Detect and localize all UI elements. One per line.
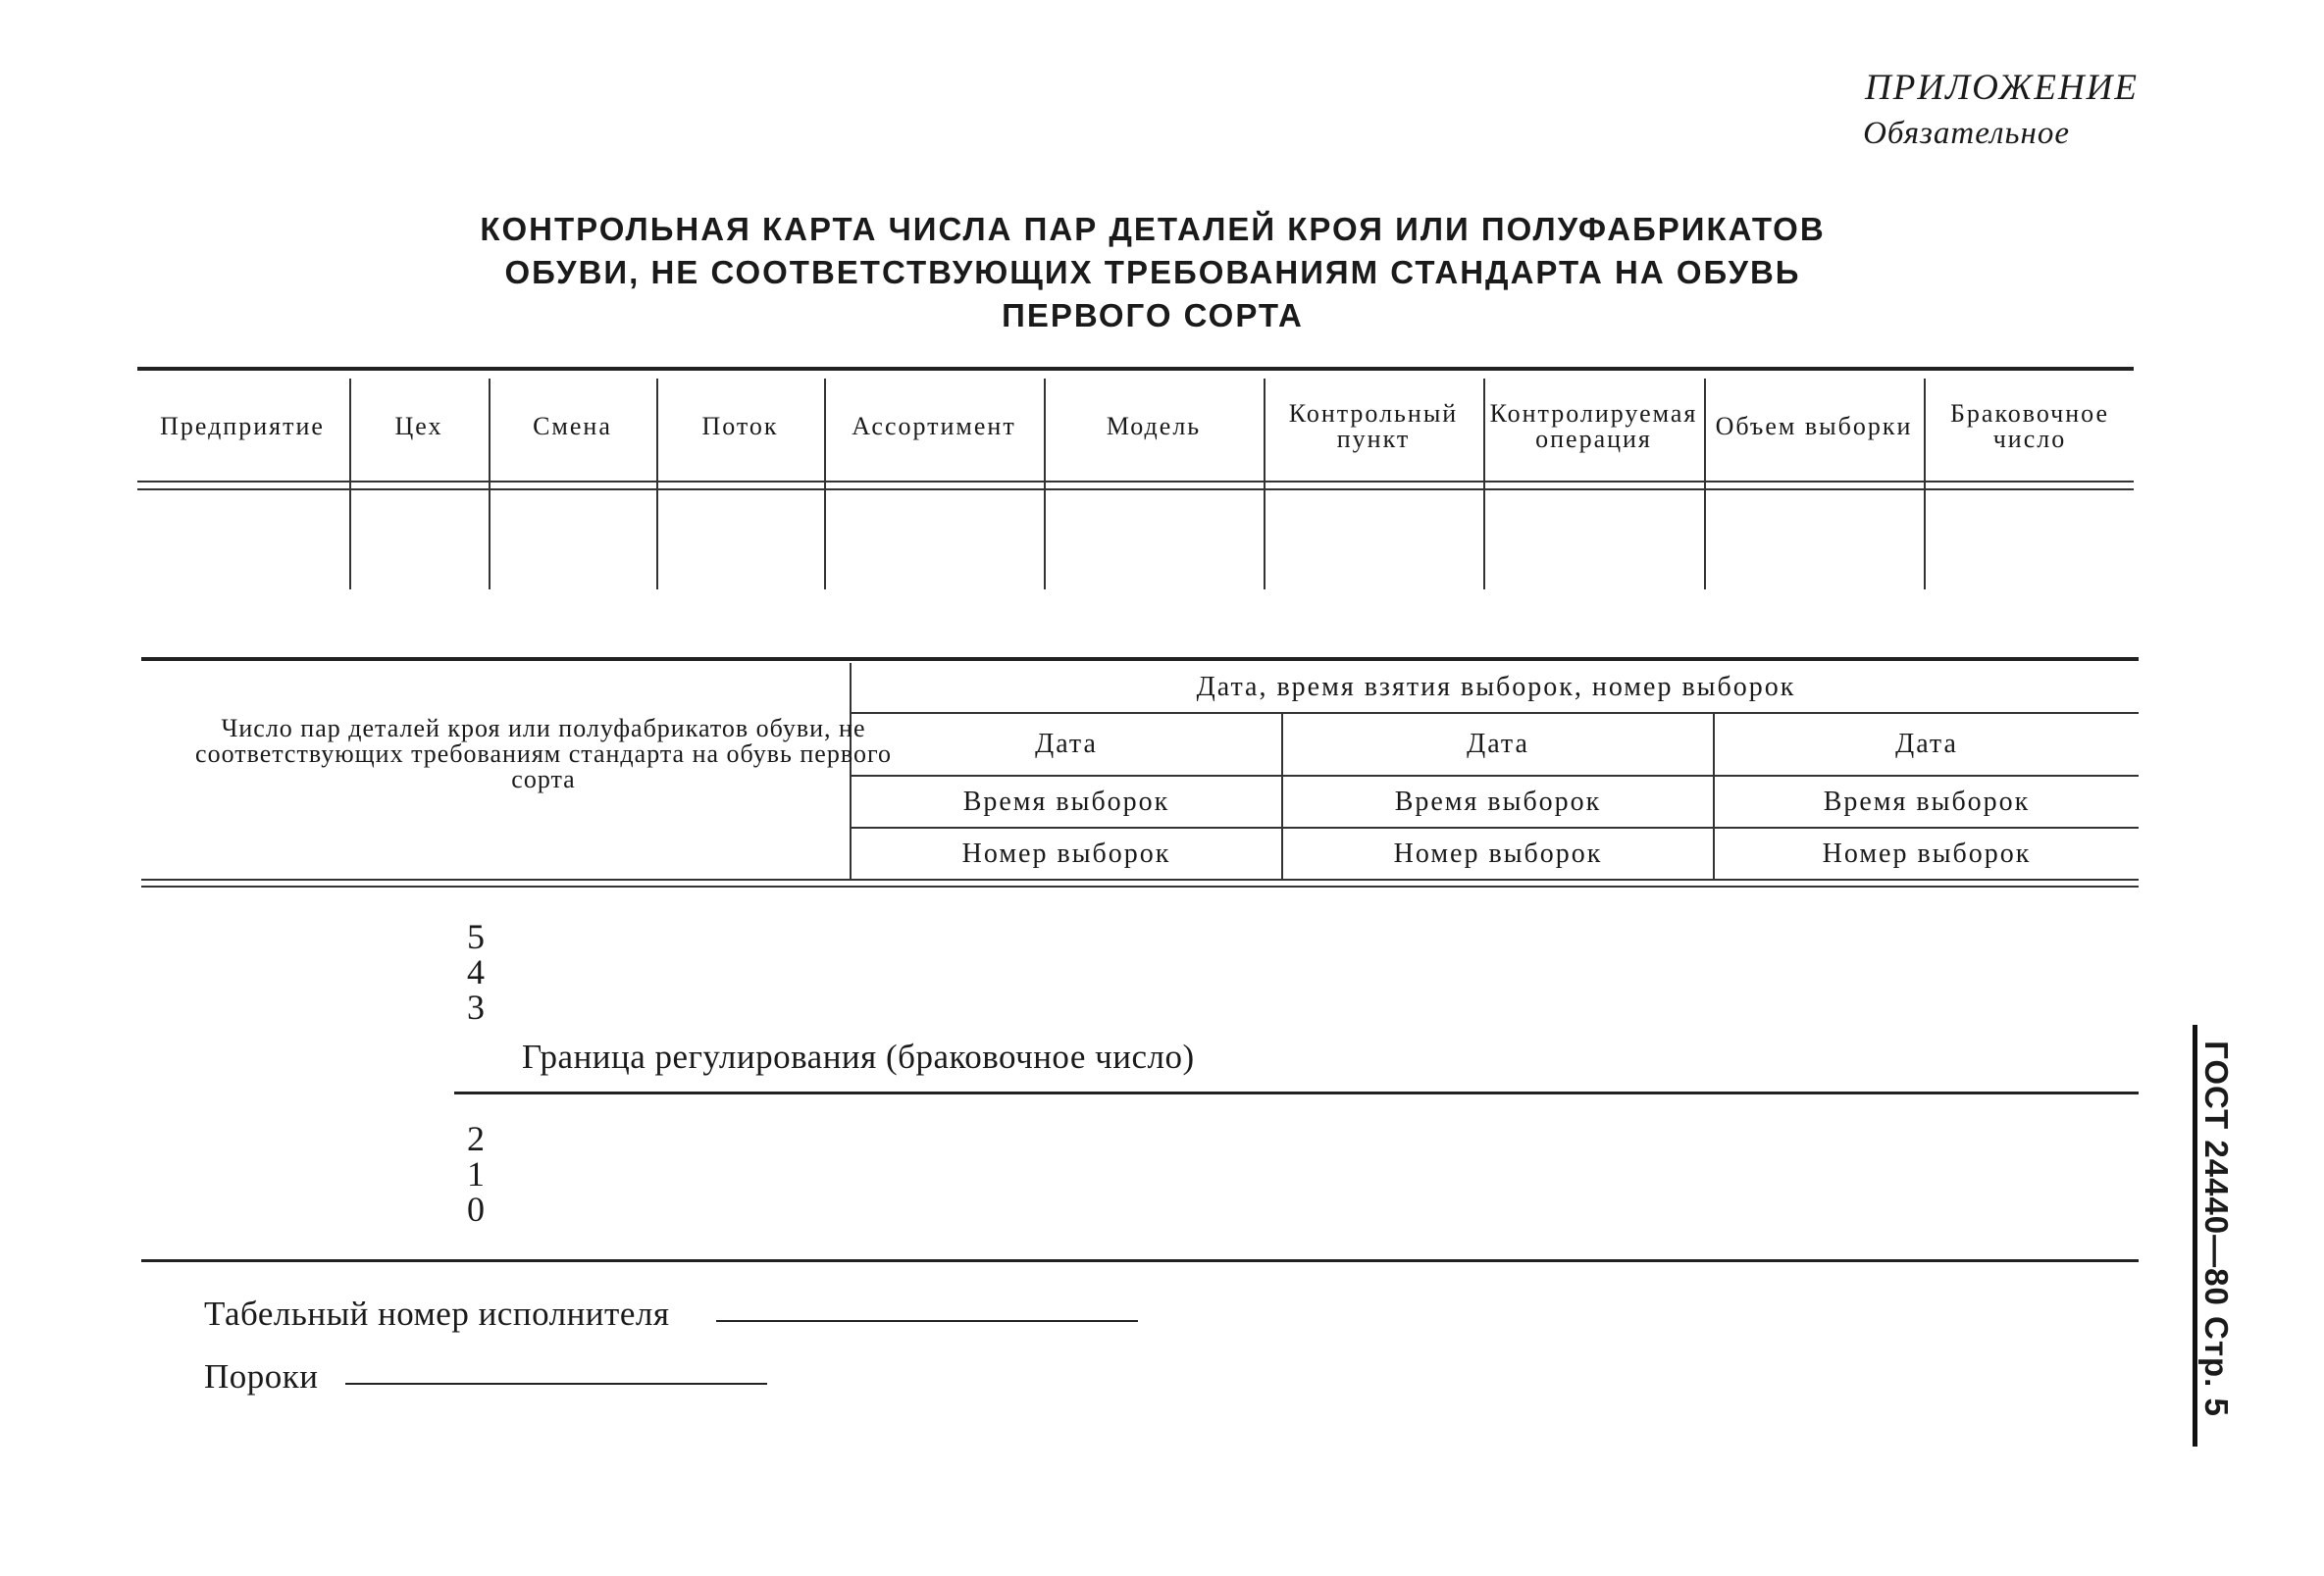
number-label: Номер выборок [961, 838, 1171, 869]
scale-value: 0 [467, 1190, 485, 1229]
table-rule [141, 879, 2139, 881]
column-header-controlled-operation: Контролируемая операция [1489, 399, 1698, 453]
employee-number-label: Табельный номер исполнителя [204, 1295, 670, 1333]
group-header: Дата, время взятия выборок, номер выборок [1196, 672, 1796, 702]
column-header-rejection-number: Браковочное число [1949, 399, 2110, 453]
column-header-sample-size: Объем выборки [1715, 412, 1913, 440]
column-header-workshop: Цех [394, 412, 443, 440]
table-rule [137, 367, 2134, 371]
table-rule [137, 481, 2134, 483]
date-label: Дата [1467, 729, 1529, 759]
defects-field[interactable] [345, 1383, 767, 1385]
sample-table [141, 657, 2139, 892]
column-header-assortment: Ассортимент [852, 412, 1016, 440]
time-label: Время выборок [1394, 786, 1602, 817]
scale-value: 5 [467, 917, 485, 956]
header-table [137, 367, 2134, 594]
control-limit-line [454, 1092, 2139, 1094]
scale-value: 3 [467, 988, 485, 1027]
date-label: Дата [1895, 729, 1958, 759]
date-label: Дата [1035, 729, 1098, 759]
appendix-status: Обязательное [1863, 116, 2070, 151]
number-label: Номер выборок [1822, 838, 2032, 869]
number-label: Номер выборок [1393, 838, 1603, 869]
scale-value: 4 [467, 952, 485, 991]
side-label [2193, 1025, 2235, 1447]
standard-page-label: ГОСТ 24440—80 Стр. 5 [2198, 1041, 2235, 1417]
time-label: Время выборок [962, 786, 1170, 817]
column-header-model: Модель [1106, 412, 1202, 440]
title-line-2: ОБУВИ, НЕ СООТВЕТСТВУЮЩИХ ТРЕБОВАНИЯМ СТАНДАРТА НА ОБУВЬ [504, 254, 1801, 290]
baseline-rule [141, 1259, 2139, 1262]
defects-label: Пороки [204, 1357, 319, 1396]
title-line-1: КОНТРОЛЬНАЯ КАРТА ЧИСЛА ПАР ДЕТАЛЕЙ КРОЯ ИЛИ ПОЛУФАБРИКАТОВ [480, 211, 1826, 247]
table-rule [141, 657, 2139, 661]
time-label: Время выборок [1823, 786, 2031, 817]
scale-value: 2 [467, 1119, 485, 1158]
table-rule [137, 488, 2134, 490]
column-header-shift: Смена [533, 412, 612, 440]
column-header-enterprise: Предприятие [160, 412, 325, 440]
scale-value: 1 [467, 1154, 485, 1194]
title-line-3: ПЕРВОГО СОРТА [1002, 297, 1304, 333]
appendix-label: ПРИЛОЖЕНИЕ [1865, 68, 2139, 108]
page-title [294, 208, 2011, 337]
table-rule [141, 886, 2139, 888]
employee-number-field[interactable] [716, 1320, 1138, 1322]
control-limit-label: Граница регулирования (браковочное число) [522, 1038, 1195, 1076]
column-header-control-point: Контрольный пункт [1288, 399, 1459, 453]
row-label: Число пар деталей кроя или полуфабрикатов обуви, не соответствующих требованиям стандарта на обувь первого сорта [195, 714, 892, 793]
column-header-line: Поток [701, 412, 779, 440]
